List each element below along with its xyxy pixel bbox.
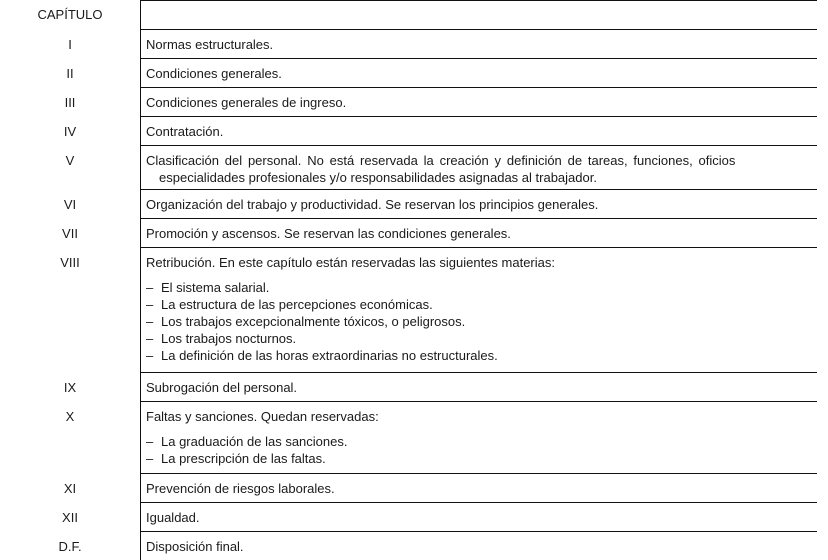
chapter-number: I: [68, 37, 72, 52]
chapter-number: II: [66, 66, 74, 81]
table-row: [0, 87, 817, 116]
list-item: – La prescripción de las faltas.: [146, 451, 326, 466]
chapter-description: Organización del trabajo y productividad. Se reservan los principios generales.: [140, 189, 817, 218]
chapter-description: Promoción y ascensos. Se reservan las condiciones generales.: [140, 218, 817, 247]
chapter-description: Normas estructurales.: [140, 29, 817, 58]
chapter-description: [140, 247, 817, 372]
header-capitulo: CAPÍTULO: [37, 7, 103, 22]
chapter-description: [140, 401, 817, 473]
chapter-description: Condiciones generales.: [140, 58, 817, 87]
chapter-number: V: [65, 153, 75, 168]
chapter-number: VIII: [60, 255, 80, 270]
chapter-description-line: Clasificación del personal. No está reservada la creación y definición de tareas, funciones, oficios: [146, 153, 736, 168]
reserved-items-list: [146, 279, 817, 364]
list-item: – Los trabajos excepcionalmente tóxicos, o peligrosos.: [146, 314, 466, 329]
table-row: [0, 372, 817, 401]
table-row: [0, 401, 817, 473]
chapter-description: Igualdad.: [140, 502, 817, 531]
table-row: [0, 473, 817, 502]
dash-bullet-icon: –: [146, 280, 154, 295]
chapter-description: Disposición final.: [140, 531, 817, 560]
table-row: [0, 145, 817, 189]
dash-bullet-icon: –: [146, 297, 154, 312]
list-item: – La estructura de las percepciones económicas.: [146, 297, 433, 312]
chapter-number: X: [65, 409, 75, 424]
dash-bullet-icon: –: [146, 331, 154, 346]
list-item: – La graduación de las sanciones.: [146, 434, 348, 449]
table-row: [0, 247, 817, 372]
chapter-number: XI: [63, 481, 77, 496]
chapter-number: XII: [62, 510, 78, 525]
dash-bullet-icon: –: [146, 314, 154, 329]
chapter-description-intro: Faltas y sanciones. Quedan reservadas:: [146, 409, 379, 424]
chapter-number: IV: [63, 124, 77, 139]
chapter-number: VI: [63, 197, 77, 212]
table-row: [0, 218, 817, 247]
table-row: [0, 189, 817, 218]
chapter-description: Subrogación del personal.: [140, 372, 817, 401]
table-row: [0, 116, 817, 145]
table-row: [0, 502, 817, 531]
chapter-description: [140, 145, 817, 189]
chapter-number: VII: [62, 226, 78, 241]
list-item: – El sistema salarial.: [146, 280, 270, 295]
dash-bullet-icon: –: [146, 348, 154, 363]
reserved-items-list: [146, 433, 817, 467]
chapter-description-continuation: especialidades profesionales y/o responsabilidades asignadas al trabajador.: [159, 170, 597, 185]
dash-bullet-icon: –: [146, 451, 154, 466]
table-header-row: [0, 0, 817, 29]
list-item: – Los trabajos nocturnos.: [146, 331, 297, 346]
table-row: [0, 29, 817, 58]
dash-bullet-icon: –: [146, 434, 154, 449]
chapter-description: Contratación.: [140, 116, 817, 145]
chapter-description: Condiciones generales de ingreso.: [140, 87, 817, 116]
chapter-number: IX: [63, 380, 77, 395]
chapter-number: III: [64, 95, 76, 110]
chapter-description-intro: Retribución. En este capítulo están reservadas las siguientes materias:: [146, 255, 555, 270]
chapter-description: Prevención de riesgos laborales.: [140, 473, 817, 502]
list-item: – La definición de las horas extraordinarias no estructurales.: [146, 348, 498, 363]
header-description: [140, 0, 817, 29]
table-row: [0, 58, 817, 87]
chapter-number: D.F.: [58, 539, 82, 554]
